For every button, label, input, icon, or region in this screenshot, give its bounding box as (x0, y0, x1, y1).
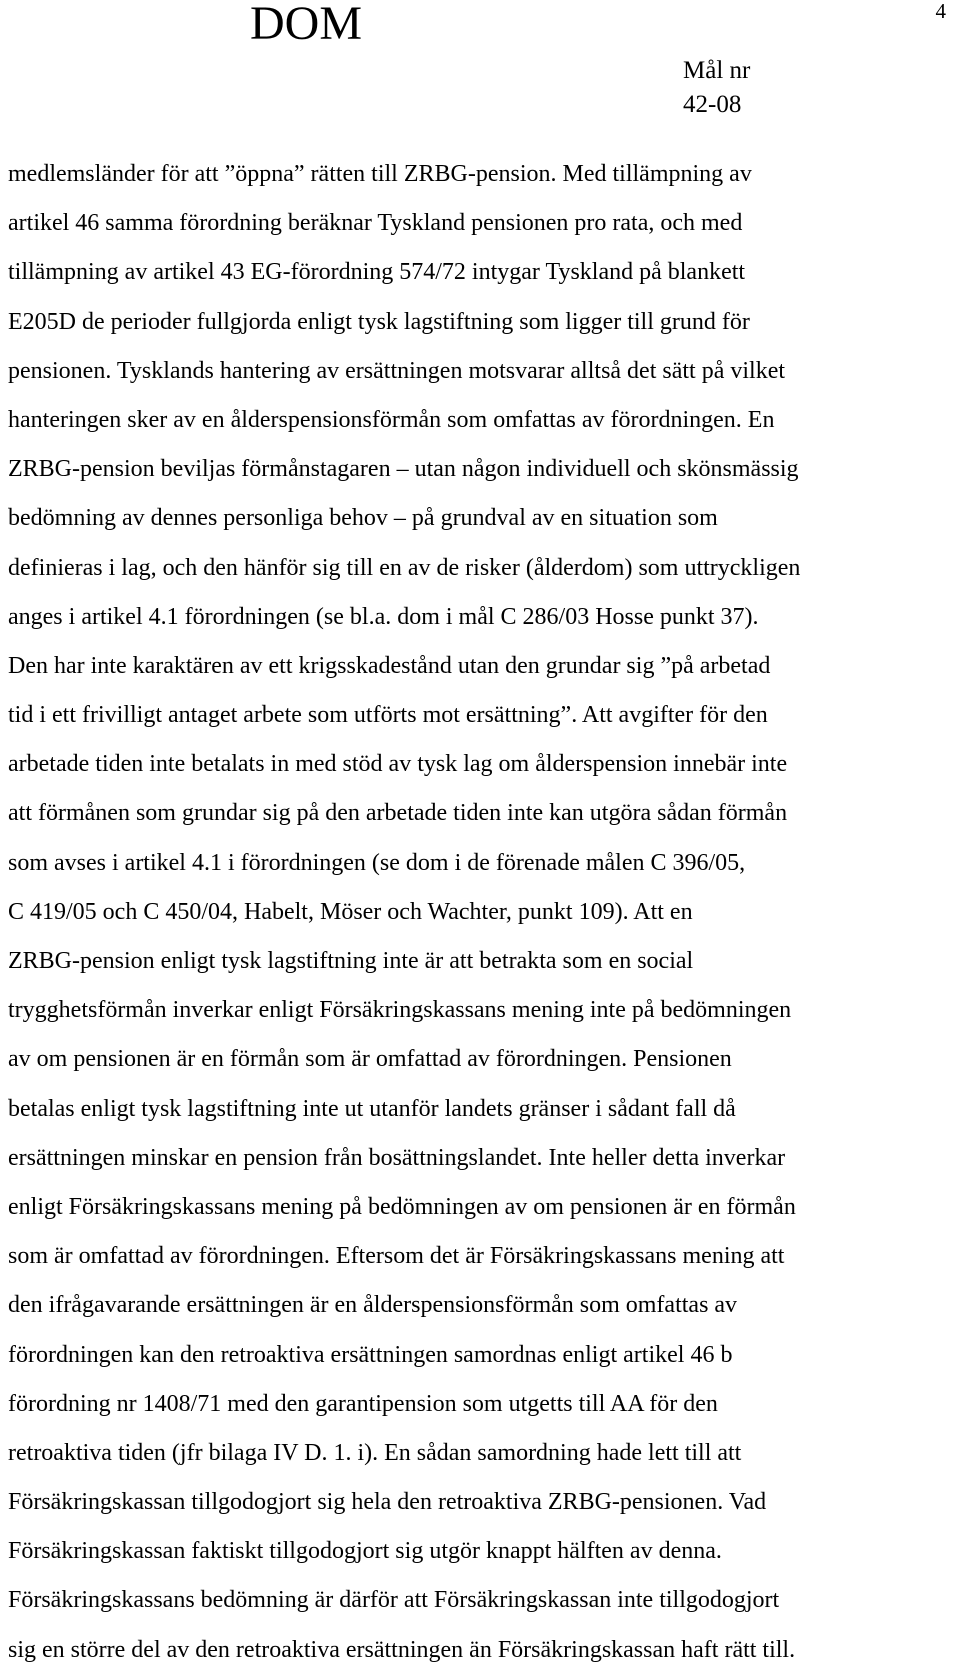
text-line: betalas enligt tysk lagstiftning inte ut utanför landets gränser i sådant fall då (8, 1095, 736, 1122)
text-line: pensionen. Tysklands hantering av ersättningen motsvarar alltså det sätt på vilket (8, 357, 786, 384)
text-line: Försäkringskassan faktiskt tillgodogjort sig utgör knappt hälften av denna. (8, 1538, 722, 1565)
text-line: enligt Försäkringskassans mening på bedömningen av om pensionen är en förmån (8, 1193, 796, 1220)
text-line: hanteringen sker av en ålderspensionsförmån som omfattas av förordningen. En (8, 406, 775, 433)
text-line: ersättningen minskar en pension från bosättningslandet. Inte heller detta inverkar (8, 1144, 786, 1171)
text-line: artikel 46 samma förordning beräknar Tyskland pensionen pro rata, och med (8, 210, 743, 237)
text-line: som är omfattad av förordningen. Eftersom det är Försäkringskassans mening att (8, 1243, 785, 1270)
text-line: förordning nr 1408/71 med den garantipension som utgetts till AA för den (8, 1390, 718, 1417)
text-line: som avses i artikel 4.1 i förordningen (se dom i de förenade målen C 396/05, (8, 849, 746, 876)
text-line: Försäkringskassans bedömning är därför att Försäkringskassan inte tillgodogjort (8, 1587, 780, 1614)
document-title: DOM (250, 0, 363, 50)
case-number-label: Mål nr (683, 57, 751, 84)
text-line: ZRBG-pension enligt tysk lagstiftning inte är att betrakta som en social (8, 948, 694, 974)
text-line: definieras i lag, och den hänför sig till en av de risker (ålderdom) som uttryckligen (8, 554, 801, 581)
text-line: att förmånen som grundar sig på den arbetade tiden inte kan utgöra sådan förmån (8, 800, 788, 827)
text-line: arbetade tiden inte betalats in med stöd av tysk lag om ålderspension innebär inte (8, 751, 788, 778)
text-line: C 419/05 och C 450/04, Habelt, Möser och Wachter, punkt 109). Att en (8, 898, 693, 925)
text-line: tillämpning av artikel 43 EG-förordning 574/72 intygar Tyskland på blankett (8, 259, 746, 286)
text-line: sig en större del av den retroaktiva ersättningen än Försäkringskassan haft rätt till. (8, 1636, 796, 1663)
case-number: 42-08 (683, 91, 742, 118)
text-line: bedömning av dennes personliga behov – på grundval av en situation som (8, 505, 718, 532)
text-line: anges i artikel 4.1 förordningen (se bl.a. dom i mål C 286/03 Hosse punkt 37). (8, 603, 759, 630)
text-line: förordningen kan den retroaktiva ersättningen samordnas enligt artikel 46 b (8, 1341, 733, 1368)
text-line: E205D de perioder fullgjorda enligt tysk lagstiftning som ligger till grund för (8, 308, 750, 335)
text-line: tid i ett frivilligt antaget arbete som utförts mot ersättning”. Att avgifter för den (8, 702, 768, 729)
text-line: ZRBG-pension beviljas förmånstagaren – utan någon individuell och skönsmässig (8, 456, 799, 483)
page-number: 4 (935, 0, 946, 23)
text-line: trygghetsförmån inverkar enligt Försäkringskassans mening inte på bedömningen (8, 997, 792, 1024)
text-line: Den har inte karaktären av ett krigsskadestånd utan den grundar sig ”på arbetad (8, 652, 771, 679)
text-line: medlemsländer för att ”öppna” rätten till ZRBG-pension. Med tillämpning av (8, 161, 752, 187)
text-line: Försäkringskassan tillgodogjort sig hela den retroaktiva ZRBG-pensionen. Vad (8, 1489, 767, 1516)
text-line: av om pensionen är en förmån som är omfattad av förordningen. Pensionen (8, 1046, 732, 1073)
body-paragraph (8, 152, 953, 1677)
text-line: den ifrågavarande ersättningen är en ålderspensionsförmån som omfattas av (8, 1292, 738, 1319)
text-line: retroaktiva tiden (jfr bilaga IV D. 1. i). En sådan samordning hade lett till att (8, 1439, 742, 1466)
